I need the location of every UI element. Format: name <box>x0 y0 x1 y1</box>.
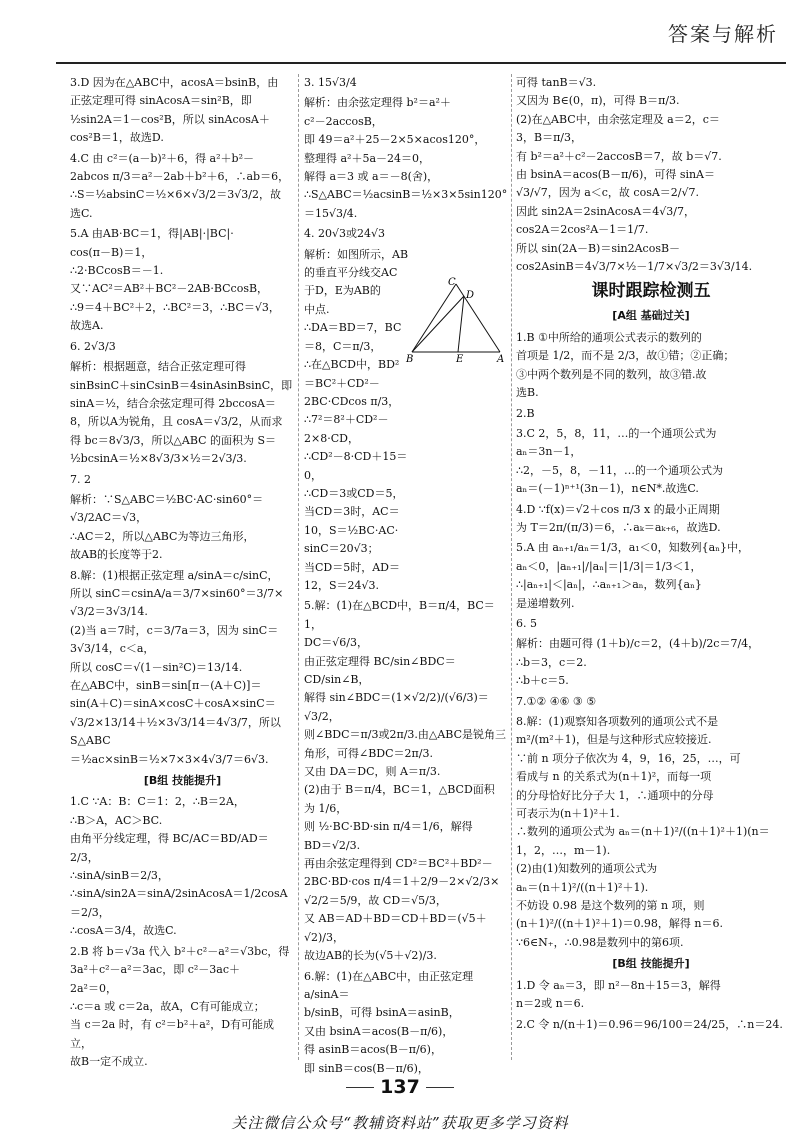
column-1 <box>70 74 295 1069</box>
figure-label-e: E <box>456 354 464 365</box>
answer-block: 4.D ∵f(x)＝√2＋cos π/3 x 的最小正周期 为 T＝2π/(π/3)＝6，∴aₖ＝aₖ₊₆，故选D. <box>516 502 721 534</box>
figure-label-a: A <box>497 354 505 365</box>
column-divider-2 <box>511 74 512 1060</box>
answer-block: 5.解：(1)在△BCD中，B＝π/4，BC＝1， DC＝√6/3， 由正弦定理得 BC/sin∠BDC＝CD/sin∠B， 解得 sin∠BDC＝(1×√2/2)/(√6/3)＝√3/2， 则∠BDC＝π/3或2π/3.由△ABC是锐角三 角形，可得∠BDC＝2π/3. 又由 DA＝DC，则 A＝π/3. (2)由于 B＝π/4，BC＝1，△BCD面积 为 1/6， 则 ½·BC·BD·sin π/4＝1/6，解得 BD＝√2/3. 再由余弦定理得到 CD²＝BC²＋BD²－ 2BC·BD·cos π/4＝1＋2/9－2×√2/3× √2/2＝5/9，故 CD＝√5/3， 又 AB＝AD＋BD＝CD＋BD＝(√5＋√2)/3， 故边AB的长为(√5＋√2)/3. <box>304 599 507 963</box>
figure-label-d: D <box>466 290 475 301</box>
answer-block: 解析：如图所示，AB 的垂直平分线交AC 于D，E为AB的 中点. ∴DA＝BD＝7，BC ＝8，C＝π/3， ∴在△BCD中，BD² ＝BC²＋CD²－2BC·CDcos π/3， ∴7²＝8²＋CD²－2×8·CD， ∴CD²－8·CD＋15＝0， ∴CD＝3或CD＝5， 当CD＝3时，AC＝10，S＝½BC·AC· sinC＝20√3； 当CD＝5时，AD＝12，S＝24√3. <box>304 247 409 592</box>
page-number-text: 137 <box>380 1076 420 1098</box>
answer-block: 解析：由题可得 (1＋b)/c＝2，(4＋b)/2c＝7/4， ∴b＝3，c＝2. ∴b＋c＝5. <box>516 637 760 688</box>
answer-block: 3.D 因为在△ABC中，acosA＝bsinB，由 正弦定理可得 sinAcosA＝sin²B，即 ½sin2A＝1－cos²B，所以 sinAcosA＋ cos²B＝1，故选D. <box>70 76 279 145</box>
header-rule <box>56 62 786 64</box>
header-title: 答案与解析 <box>668 22 778 46</box>
figure-perpendicular-de <box>458 296 464 352</box>
answer-block: 5.A 由 aₙ₊₁/aₙ＝1/3，a₁＜0，知数列{aₙ}中， aₙ＜0，|aₙ₊₁|/|aₙ|＝|1/3|＝1/3＜1， ∴|aₙ₊₁|＜|aₙ|，∴aₙ₊₁＞aₙ，数列{aₙ} 是递增数列. <box>516 541 749 610</box>
answer-block: 5.A 由AB·BC＝1，得|AB|·|BC|· cos(π－B)＝1， ∴2·BCcosB＝－1. 又∵AC²＝AB²＋BC²－2AB·BCcosB， ∴9＝4＋BC²＋2，∴BC²＝3，∴BC＝√3， 故选A. <box>70 227 280 333</box>
column-3 <box>516 74 786 1064</box>
answer-block: 解析：由余弦定理得 b²＝a²＋ c²－2accosB， 即 49＝a²＋25－2×5×acos120°， 整理得 a²＋5a－24＝0， 解得 a＝3 或 a＝－8(舍)， ∴S△ABC＝½acsinB＝½×3×5sin120° ＝15√3/4. <box>304 96 508 220</box>
triangle-figure <box>406 276 506 365</box>
answer-block: 8.解：(1)根据正弦定理 a/sinA＝c/sinC， 所以 sinC＝csinA/a＝3/7×sin60°＝3/7× √3/2＝3√3/14. (2)当 a＝7时，c＝3/7a＝3，因为 sinC＝ 3√3/14，c＜a， 所以 cosC＝√(1－sin²C)＝13/14. 在△ABC中，sinB＝sin[π－(A＋C)]＝ sin(A＋C)＝sinA×cosC＋cosA×sinC＝ √3/2×13/14＋½×3√3/14＝4√3/7，所以 S△ABC ＝½ac×sinB＝½×7×3×4√3/7＝6√3. <box>70 568 284 766</box>
answer-block: 2.B <box>516 406 535 420</box>
footer-note: 关注微信公众号“教辅资料站”获取更多学习资料 <box>231 1114 569 1132</box>
answer-block: 2.B 将 b＝√3a 代入 b²＋c²－a²＝√3bc，得 3a²＋c²－a²＝3ac，即 c²－3ac＋ 2a²＝0， ∴c＝a 或 c＝2a，故A，C有可能成立； 当 c＝2a 时，有 c²＝b²＋a²，D有可能成立， 故B一定不成立. <box>70 944 290 1069</box>
group-heading: [B组 技能提升] <box>143 774 222 788</box>
answer-block: 7.①② ④⑥ ③ ⑤ <box>516 694 597 708</box>
answer-block: 6. 2√3/3 <box>70 339 116 353</box>
column-2 <box>304 74 510 1075</box>
answer-block: 2.C 令 n/(n＋1)＝0.96＝96/100＝24/25，∴n＝24. <box>516 1017 783 1031</box>
answer-block: 3.C 2，5，8，11，…的一个通项公式为 aₙ＝3n－1， ∴2，－5，8，－11，…的一个通项公式为 aₙ＝(－1)ⁿ⁺¹(3n－1)，n∈N*.故选C. <box>516 426 723 496</box>
answer-block: 1.C ∵A：B：C＝1：2，∴B＝2A， ∴B＞A，AC＞BC. 由角平分线定理，得 BC/AC＝BD/AD＝2/3， ∴sinA/sinB＝2/3， ∴sinA/sin2A＝sinA/2sinAcosA＝1/2cosA＝2/3， ∴cosA＝3/4，故选C. <box>70 795 288 938</box>
answer-block: 4.C 由 c²＝(a－b)²＋6，得 a²＋b²－ 2abcos π/3＝a²－2ab＋b²＋6，∴ab＝6， ∴S＝½absinC＝½×6×√3/2＝3√3/2，故 选C. <box>70 151 290 220</box>
answer-block: 4. 20√3或24√3 <box>304 227 386 241</box>
figure-label-b: B <box>406 354 414 365</box>
figure-side-bc <box>412 284 456 352</box>
answer-block: 解析：∵S△ABC＝½BC·AC·sin60°＝ √3/2AC＝√3， ∴AC＝2，所以△ABC为等边三角形， 故AB的长度等于2. <box>70 492 264 562</box>
answer-block: 8.解：(1)观察知各项数列的通项公式不是 m²/(m²＋1)，但是与这种形式应较接近. ∵前 n 项分子依次为 4，9，16，25，…，可 看成与 n 的关系式为(n＋1)²，而每一项 的分母恰好比分子大 1，∴通项中的分母 可表示为(n＋1)²＋1. ∴数列的通项公式为 aₙ＝(n＋1)²/((n＋1)²＋1)(n＝ 1，2，…，m－1). (2)由(1)知数列的通项公式为 aₙ＝(n＋1)²/((n＋1)²＋1). 不妨设 0.98 是这个数列的第 n 项，则 (n＋1)²/((n＋1)²＋1)＝0.98，解得 n＝6. ∵6∈N₊，∴0.98是数列中的第6项. <box>516 715 770 949</box>
figure-segment-bd <box>412 296 464 352</box>
group-heading: [A组 基础过关] <box>612 309 690 323</box>
answer-block: 7. 2 <box>70 472 91 486</box>
answer-block: 6.解：(1)在△ABC中，由正弦定理 a/sinA＝ b/sinB，可得 bsinA＝asinB， 又由 bsinA＝acos(B－π/6)， 得 asinB＝acos(B－π/6)， 即 sinB＝cos(B－π/6)， <box>304 969 474 1075</box>
answer-block: 1.D 令 aₙ＝3，即 n²－8n＋15＝3，解得 n＝2或 n＝6. <box>516 978 721 1011</box>
answer-block: 1.B ①中所给的通项公式表示的数列的 首项是 1/2，而不是 2/3，故①错；②正确； ③中两个数列是不同的数列，故③错.故 选B. <box>516 330 735 400</box>
answer-block: 6. 5 <box>516 616 537 630</box>
group-heading: [B组 技能提升] <box>612 957 690 971</box>
section-heading: 课时跟踪检测五 <box>591 281 711 302</box>
answer-block: 解析：根据题意，结合正弦定理可得 sinBsinC＋sinCsinB＝4sinAsinBsinC，即 sinA＝½，结合余弦定理可得 2bccosA＝ 8，所以A为锐角，且 cosA＝√3/2，从而求 得 bc＝8√3/3，所以△ABC 的面积为 S＝ ½bcsinA＝½×8√3/3×½＝2√3/3. <box>70 360 293 466</box>
figure-label-c: C <box>448 277 456 288</box>
page-number <box>0 1076 800 1098</box>
column-divider-1 <box>298 74 299 1060</box>
answer-block: 可得 tanB＝√3. 又因为 B∈(0，π)，可得 B＝π/3. (2)在△ABC中，由余弦定理及 a＝2，c＝ 3，B＝π/3， 有 b²＝a²＋c²－2accosB＝7，故 b＝√7. 由 bsinA＝acos(B－π/6)，可得 sinA＝ √3/√7，因为 a＜c，故 cosA＝2/√7. 因此 sin2A＝2sinAcosA＝4√3/7， cos2A＝2cos²A－1＝1/7. 所以 sin(2A－B)＝sin2AcosB－ cos2AsinB＝4√3/7×½－1/7×√3/2＝3√3/14. <box>516 76 753 274</box>
figure-side-ca <box>456 284 500 352</box>
answer-block: 3. 15√3/4 <box>304 76 357 89</box>
